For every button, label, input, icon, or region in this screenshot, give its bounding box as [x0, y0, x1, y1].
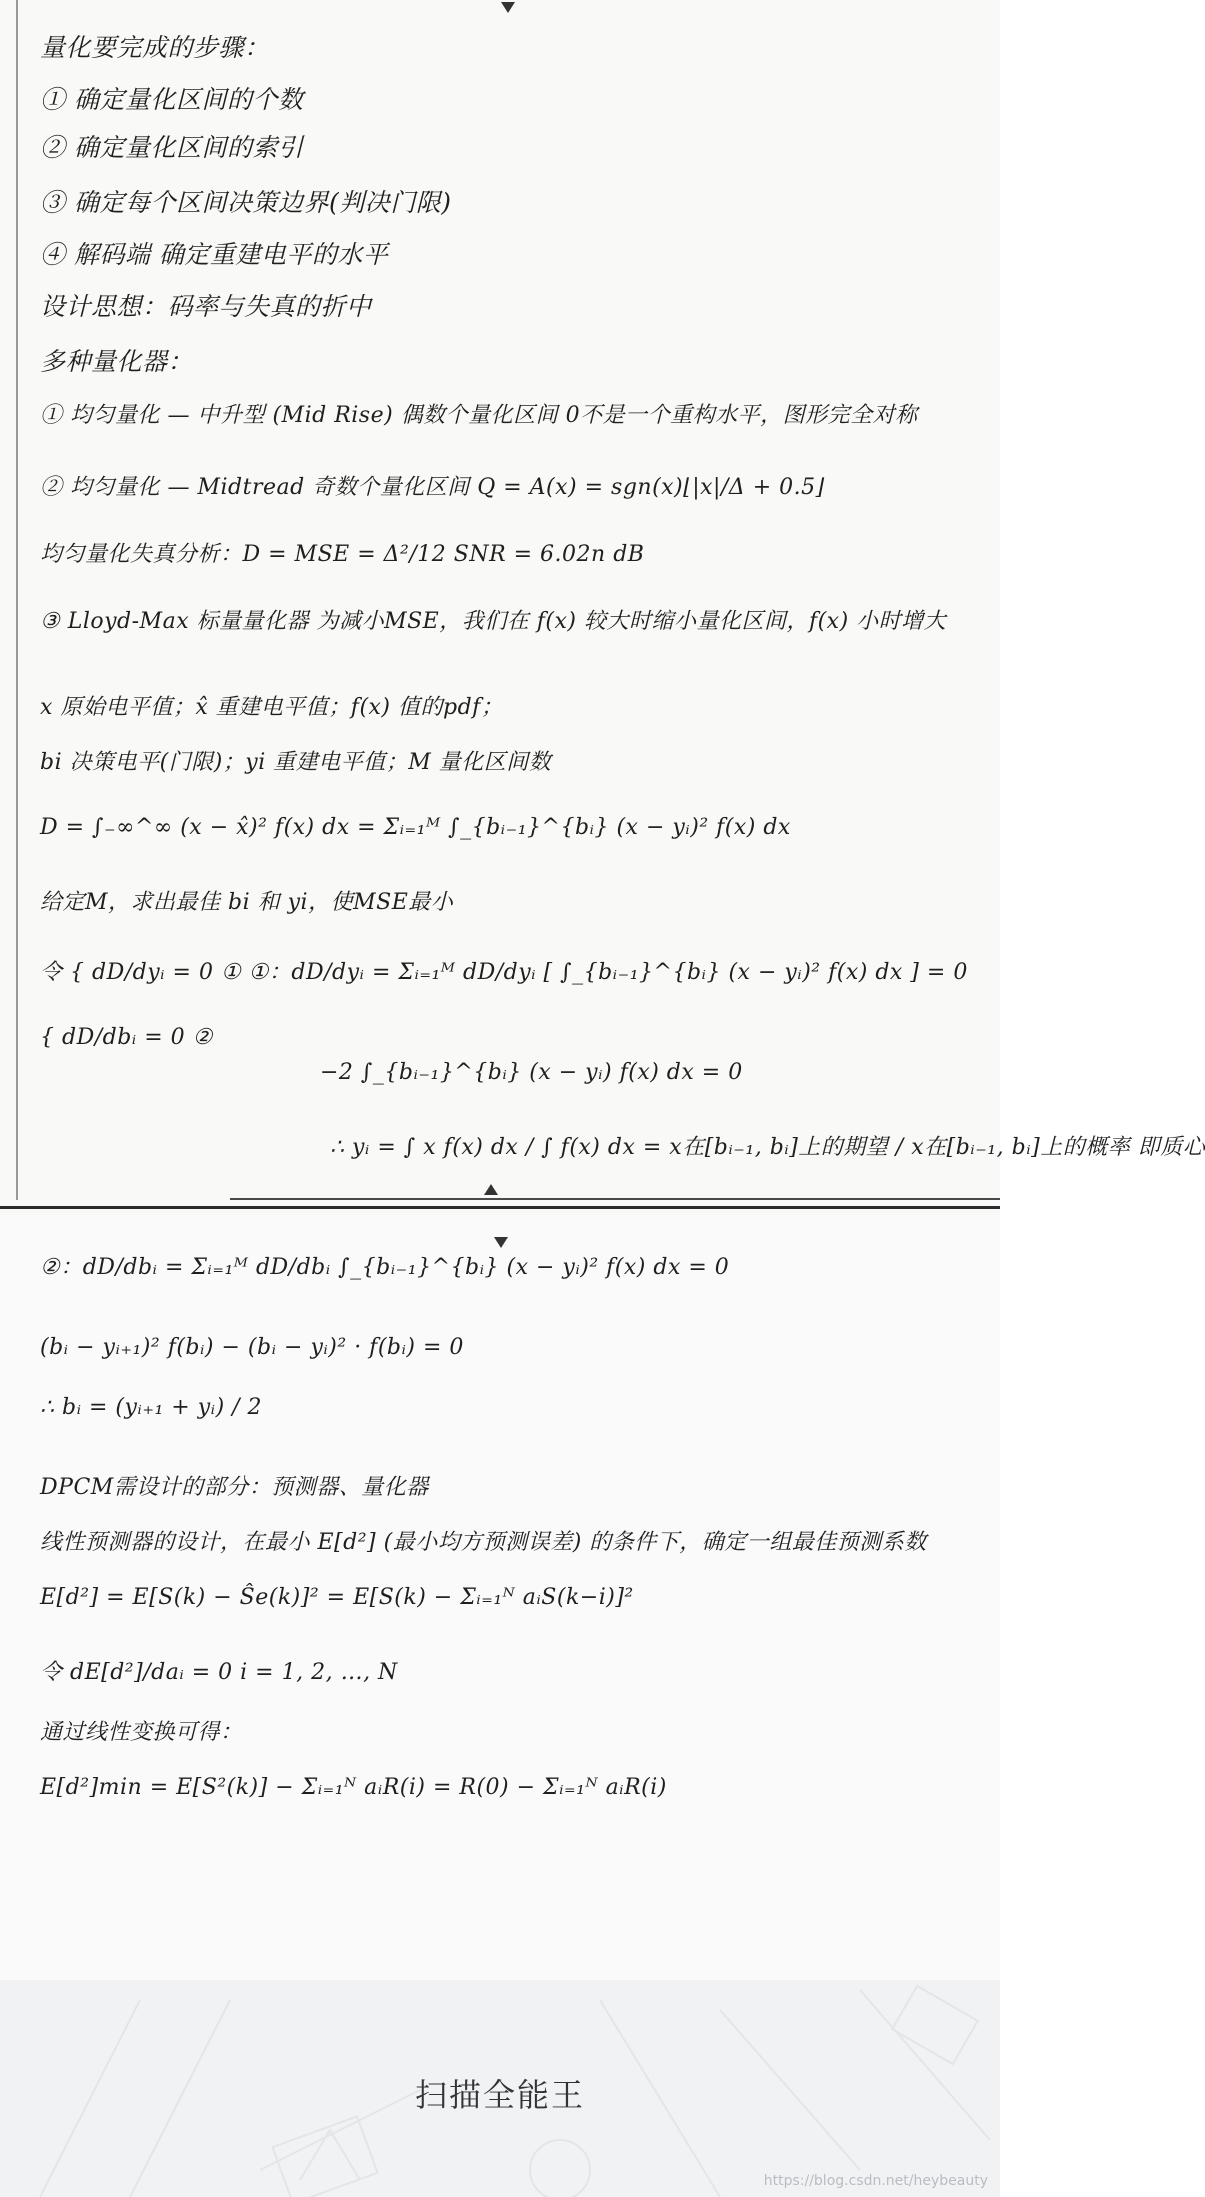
note-line: ② 均匀量化 — Midtread 奇数个量化区间 Q = A(x) = sgn(x)⌊|x|/Δ + 0.5⌋: [40, 475, 825, 500]
note-line: ∴ yᵢ = ∫ x f(x) dx / ∫ f(x) dx = x在[bᵢ₋₁, bᵢ]上的期望 / x在[bᵢ₋₁, bᵢ]上的概率 即质心: [330, 1135, 1205, 1160]
source-watermark: https://blog.csdn.net/heybeauty: [763, 2173, 988, 2189]
note-line: 令 dE[d²]/daᵢ = 0 i = 1, 2, …, N: [40, 1660, 398, 1685]
note-line: −2 ∫_{bᵢ₋₁}^{bᵢ} (x − yᵢ) f(x) dx = 0: [320, 1060, 743, 1085]
note-line: ④ 解码端 确定重建电平的水平: [40, 240, 389, 269]
note-line: ③ Lloyd-Max 标量量化器 为减小MSE，我们在 f(x) 较大时缩小量化区间，f(x) 小时增大: [40, 609, 947, 634]
note-line: (bᵢ − yᵢ₊₁)² f(bᵢ) − (bᵢ − yᵢ)² · f(bᵢ) = 0: [40, 1335, 464, 1360]
note-line: 令 { dD/dyᵢ = 0 ① ①：dD/dyᵢ = Σᵢ₌₁ᴹ dD/dyᵢ [ ∫_{bᵢ₋₁}^{bᵢ} (x − yᵢ)² f(x) dx ] = 0: [40, 960, 968, 985]
note-line: bi 决策电平(门限)；yi 重建电平值；M 量化区间数: [40, 750, 552, 775]
note-line: 量化要完成的步骤：: [40, 33, 270, 62]
note-line: 通过线性变换可得：: [40, 1720, 243, 1745]
note-line: ① 确定量化区间的个数: [40, 85, 304, 114]
note-line: E[d²]min = E[S²(k)] − Σᵢ₌₁ᴺ aᵢR(i) = R(0) − Σᵢ₌₁ᴺ aᵢR(i): [40, 1775, 667, 1800]
crop-marker-top: [501, 2, 515, 13]
note-line: ① 均匀量化 — 中升型 (Mid Rise) 偶数个量化区间 0不是一个重构水平，图形完全对称: [40, 403, 918, 428]
page-edge-shadow: [16, 0, 18, 1200]
page-divider: [0, 1206, 1000, 1209]
crop-marker-top: [494, 1237, 508, 1248]
page-divider-thin: [230, 1198, 1000, 1200]
note-line: 给定M，求出最佳 bi 和 yi，使MSE最小: [40, 890, 454, 915]
note-line: D = ∫₋∞^∞ (x − x̂)² f(x) dx = Σᵢ₌₁ᴹ ∫_{bᵢ₋₁}^{bᵢ} (x − yᵢ)² f(x) dx: [40, 815, 791, 840]
scanner-app-footer: [0, 1980, 1000, 2197]
note-line: ③ 确定每个区间决策边界(判决门限): [40, 188, 452, 217]
note-line: x 原始电平值；x̂ 重建电平值；f(x) 值的pdf；: [40, 695, 504, 720]
scanner-brand-label: 扫描全能王: [414, 2076, 585, 2114]
note-line: ② 确定量化区间的索引: [40, 133, 304, 162]
note-line: 线性预测器的设计，在最小 E[d²] (最小均方预测误差) 的条件下，确定一组最佳预测系数: [40, 1530, 927, 1555]
note-line: ②：dD/dbᵢ = Σᵢ₌₁ᴹ dD/dbᵢ ∫_{bᵢ₋₁}^{bᵢ} (x − yᵢ)² f(x) dx = 0: [40, 1255, 730, 1280]
note-line: E[d²] = E[S(k) − Ŝe(k)]² = E[S(k) − Σᵢ₌₁ᴺ aᵢS(k−i)]²: [40, 1585, 634, 1610]
note-line: { dD/dbᵢ = 0 ②: [40, 1025, 213, 1050]
scanned-page-2: [0, 1215, 1000, 1980]
note-line: DPCM需设计的部分：预测器、量化器: [40, 1475, 429, 1500]
note-line: ∴ bᵢ = (yᵢ₊₁ + yᵢ) / 2: [40, 1395, 263, 1420]
note-line: 设计思想：码率与失真的折中: [40, 292, 372, 321]
note-line: 均匀量化失真分析：D = MSE = Δ²/12 SNR = 6.02n dB: [40, 542, 645, 567]
crop-marker-bottom: [484, 1184, 498, 1195]
note-line: 多种量化器：: [40, 347, 194, 376]
